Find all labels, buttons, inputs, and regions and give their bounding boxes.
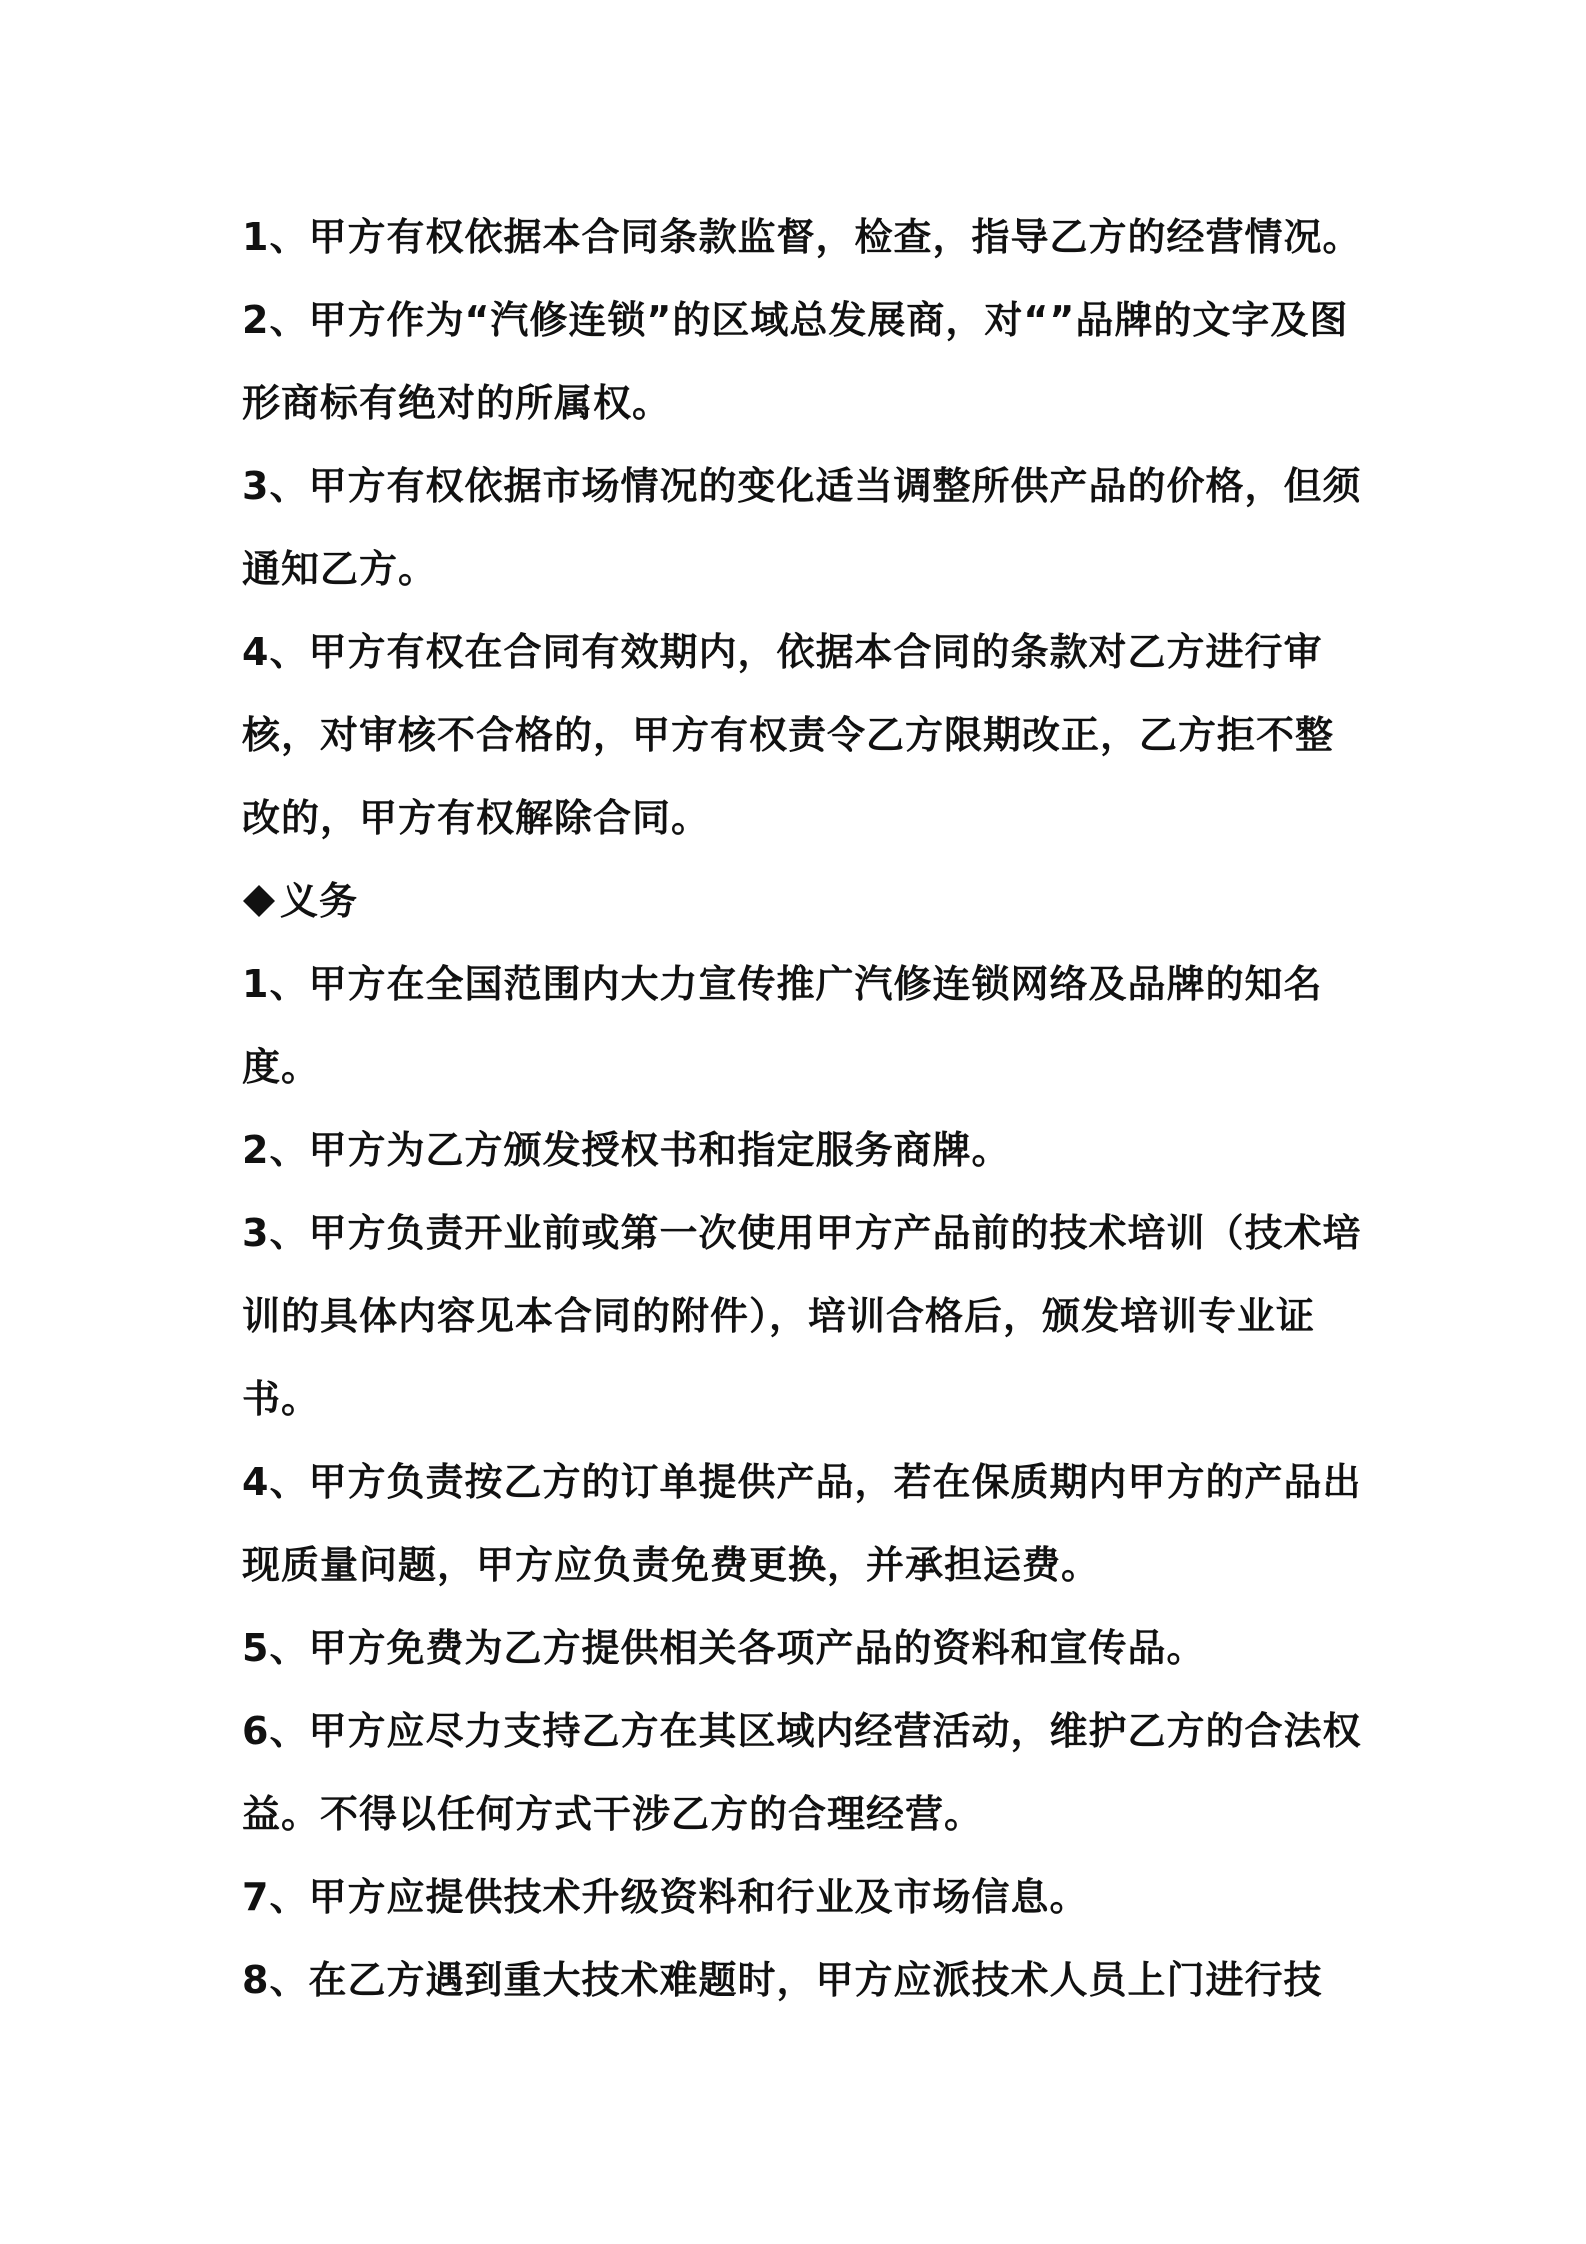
rights-item-3: 3、甲方有权依据市场情况的变化适当调整所供产品的价格，但须通知乙方。 [242, 464, 1362, 591]
rights-item-1: 1、甲方有权依据本合同条款监督，检查，指导乙方的经营情况。 [242, 215, 1362, 259]
diamond-bullet-icon [242, 884, 276, 918]
obligation-item-7: 7、甲方应提供技术升级资料和行业及市场信息。 [242, 1875, 1089, 1919]
obligation-item-6: 6、甲方应尽力支持乙方在其区域内经营活动，维护乙方的合法权益。不得以任何方式干涉乙方的合理经营。 [242, 1709, 1362, 1836]
rights-item-4: 4、甲方有权在合同有效期内，依据本合同的条款对乙方进行审核，对审核不合格的，甲方有权责令乙方限期改正，乙方拒不整改的，甲方有权解除合同。 [242, 630, 1335, 840]
obligations-heading-text: 义务 [280, 879, 359, 923]
obligation-item-2: 2、甲方为乙方颁发授权书和指定服务商牌。 [242, 1128, 1011, 1172]
obligation-item-1: 1、甲方在全国范围内大力宣传推广汽修连锁网络及品牌的知名度。 [242, 962, 1323, 1089]
document-body [242, 196, 1368, 2022]
obligation-item-5: 5、甲方免费为乙方提供相关各项产品的资料和宣传品。 [242, 1626, 1206, 1670]
obligations-heading [242, 860, 1368, 943]
obligation-item-3: 3、甲方负责开业前或第一次使用甲方产品前的技术培训（技术培训的具体内容见本合同的附件），培训合格后，颁发培训专业证书。 [242, 1211, 1362, 1421]
obligation-item-4: 4、甲方负责按乙方的订单提供产品，若在保质期内甲方的产品出现质量问题，甲方应负责免费更换，并承担运费。 [242, 1460, 1362, 1587]
rights-item-2: 2、甲方作为“汽修连锁”的区域总发展商，对“”品牌的文字及图形商标有绝对的所属权。 [242, 298, 1349, 425]
obligation-item-8: 8、在乙方遇到重大技术难题时，甲方应派技术人员上门进行技 [242, 1958, 1323, 2002]
